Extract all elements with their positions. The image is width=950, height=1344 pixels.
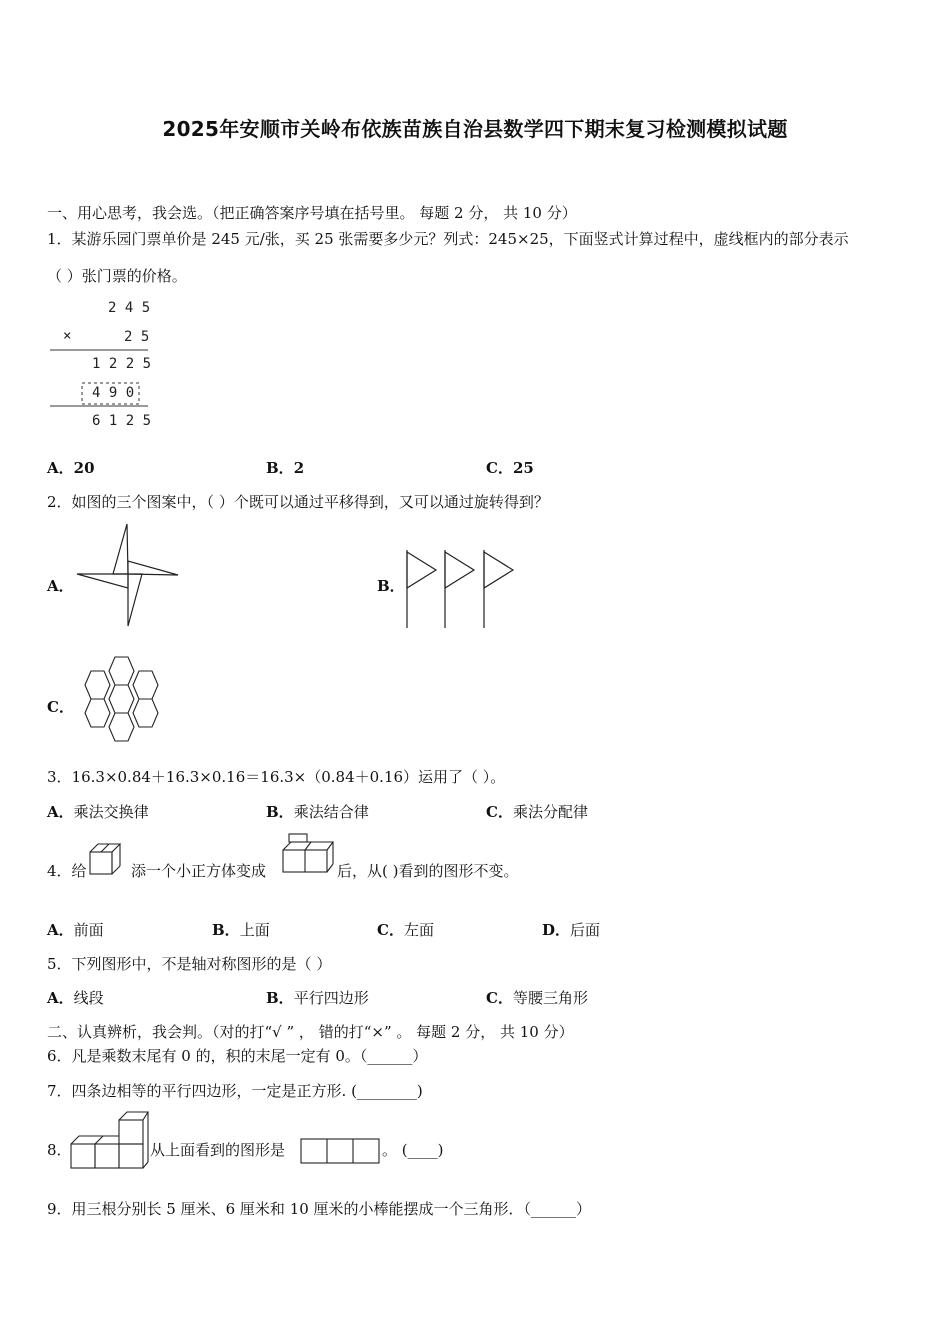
option-text: 后面 <box>570 921 601 939</box>
question-1-line-2: （ ）张门票的价格。 <box>47 267 187 285</box>
hexagon-pattern-figure[interactable] <box>74 654 169 749</box>
option-text: 2 <box>293 459 305 477</box>
q5-option-c[interactable] <box>486 987 588 1008</box>
calc-row-result: 6 1 2 5 <box>92 413 152 429</box>
option-text: 线段 <box>73 989 104 1007</box>
option-letter: D． <box>542 921 571 939</box>
option-text: 平行四边形 <box>293 989 369 1007</box>
question-4-prefix: 4．给 <box>47 862 87 880</box>
q3-option-b[interactable] <box>266 801 369 822</box>
q1-option-b[interactable] <box>266 457 304 478</box>
q1-option-c[interactable] <box>486 457 534 478</box>
q2-label-a[interactable]: A． <box>47 577 74 595</box>
cube-pair-figure <box>88 838 130 878</box>
calc-times-sign: × <box>63 328 72 344</box>
cube-row-figure <box>281 834 336 878</box>
question-7[interactable]: 7．四条边相等的平行四边形，一定是正方形. (________) <box>47 1082 423 1100</box>
q5-option-a[interactable] <box>47 987 104 1008</box>
option-letter: B． <box>266 989 294 1007</box>
option-letter: C． <box>486 459 513 477</box>
calc-lines <box>0 0 200 440</box>
option-letter: A． <box>47 989 74 1007</box>
three-flags-figure[interactable] <box>400 548 520 630</box>
section-1-heading: 一、用心思考，我会选。（把正确答案序号填在括号里。 每题 2 分， 共 10 分） <box>47 204 577 222</box>
q4-option-d[interactable] <box>542 919 600 940</box>
option-text: 乘法交换律 <box>73 803 149 821</box>
section-2-heading: 二、认真辨析，我会判。（对的打“√ ” ， 错的打“×” 。 每题 2 分， 共 10 分） <box>47 1023 574 1041</box>
option-text: 乘法分配律 <box>512 803 588 821</box>
q4-option-b[interactable] <box>212 919 270 940</box>
option-letter: B． <box>266 459 294 477</box>
option-letter: C． <box>486 803 513 821</box>
q5-option-b[interactable] <box>266 987 369 1008</box>
question-1-line-1: 1．某游乐园门票单价是 245 元/张，买 25 张需要多少元？列式：245×25，下面竖式计算过程中，虚线框内的部分表示 <box>47 230 849 248</box>
calc-row-multiplicand: 2 4 5 <box>108 300 151 316</box>
question-9[interactable]: 9．用三根分别长 5 厘米、6 厘米和 10 厘米的小棒能摆成一个三角形．（______） <box>47 1200 592 1218</box>
option-letter: C． <box>377 921 404 939</box>
calc-row-multiplier: 2 5 <box>124 329 150 345</box>
calc-row-partial-1: 1 2 2 5 <box>92 356 152 372</box>
question-2: 2．如图的三个图案中，（ ）个既可以通过平移得到，又可以通过旋转得到？ <box>47 493 549 511</box>
q1-option-a[interactable] <box>47 457 95 478</box>
q3-option-c[interactable] <box>486 801 588 822</box>
option-text: 左面 <box>403 921 434 939</box>
option-letter: B． <box>212 921 240 939</box>
q2-label-b[interactable]: B． <box>377 577 405 595</box>
option-letter: B． <box>266 803 294 821</box>
option-text: 上面 <box>239 921 270 939</box>
option-letter: A． <box>47 459 74 477</box>
stacked-cubes-figure <box>68 1110 150 1170</box>
question-3: 3．16.3×0.84＋16.3×0.16＝16.3×（0.84＋0.16）运用了（ ）。 <box>47 768 506 786</box>
option-text: 25 <box>512 459 534 477</box>
question-4-suffix: 后，从( )看到的图形不变。 <box>337 862 519 880</box>
question-5: 5．下列图形中，不是轴对称图形的是（ ） <box>47 955 332 973</box>
question-8-suffix[interactable]: 。 (____) <box>382 1141 444 1159</box>
question-6[interactable]: 6．凡是乘数末尾有 0 的，积的末尾一定有 0。（______） <box>47 1047 428 1065</box>
top-view-figure <box>299 1136 383 1166</box>
page-title: 2025年安顺市关岭布依族苗族自治县数学四下期末复习检测模拟试题 <box>162 117 788 141</box>
option-text: 等腰三角形 <box>512 989 588 1007</box>
option-text: 乘法结合律 <box>293 803 369 821</box>
option-letter: A． <box>47 803 74 821</box>
option-letter: C． <box>486 989 513 1007</box>
option-text: 20 <box>73 459 95 477</box>
question-4-middle: 添一个小正方体变成 <box>131 862 267 880</box>
option-text: 前面 <box>73 921 104 939</box>
question-8-middle: 从上面看到的图形是 <box>150 1141 286 1159</box>
q3-option-a[interactable] <box>47 801 149 822</box>
option-letter: A． <box>47 921 74 939</box>
question-8-prefix: 8． <box>47 1141 72 1159</box>
calc-row-partial-2: 4 9 0 <box>92 385 135 401</box>
q2-label-c[interactable]: C． <box>47 698 74 716</box>
q4-option-c[interactable] <box>377 919 434 940</box>
pinwheel-figure[interactable] <box>75 522 185 630</box>
q4-option-a[interactable] <box>47 919 104 940</box>
